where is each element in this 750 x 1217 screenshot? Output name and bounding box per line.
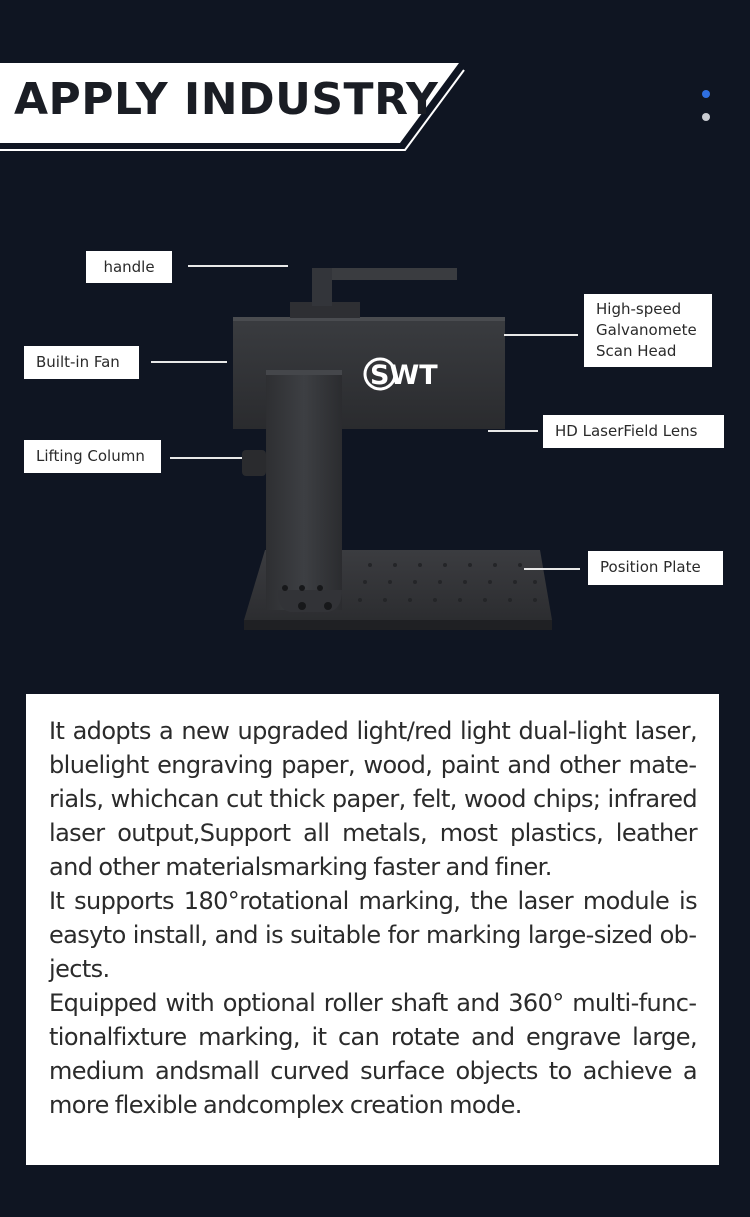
- callout-scan-head: [584, 294, 712, 367]
- callout-position-plate: Position Plate: [588, 551, 723, 585]
- svg-text:SWT: SWT: [370, 360, 438, 391]
- callout-hd-lens: HD LaserField Lens: [543, 415, 724, 448]
- description-panel: [26, 694, 719, 1165]
- callout-lifting-column: Lifting Column: [24, 440, 161, 473]
- swt-logo: [365, 359, 438, 391]
- callout-built-in-fan: Built-in Fan: [24, 346, 139, 379]
- leader-line-fan: [151, 361, 227, 363]
- scan-head-line-3: Scan Head: [596, 342, 677, 360]
- description-paragraph-3: Equipped with optional roller shaft and 360° multi-functionalfixture marking, it can rotate and engrave large, medium andsmall curved surface objects to achieve a more flexible andcomplex creation mode.: [49, 989, 697, 1119]
- pager-dot-active[interactable]: [702, 90, 710, 98]
- title-banner: [0, 0, 750, 170]
- leader-line-lens: [488, 430, 538, 432]
- description-paragraph-2: It supports 180°rotational marking, the laser module is easyto install, and is suitable for marking large-sized objects.: [49, 887, 697, 983]
- leader-line-handle: [188, 265, 288, 267]
- page-title: APPLY INDUSTRY: [14, 74, 439, 125]
- laser-marking-machine-image: [230, 260, 570, 650]
- callout-handle: handle: [86, 251, 172, 283]
- leader-line-scan-head: [504, 334, 578, 336]
- pager-dot[interactable]: [702, 113, 710, 121]
- scan-head-line-2: Galvanomete: [596, 321, 697, 339]
- scan-head-line-1: High-speed: [596, 300, 682, 318]
- leader-line-plate: [524, 568, 580, 570]
- leader-line-column: [170, 457, 242, 459]
- description-paragraph-1: It adopts a new upgraded light/red light dual-light laser, bluelight engraving paper, wood, paint and other materials, whichcan cut thick paper, felt, wood chips; infrared laser output,Support all metals, most plastics, leather and other materialsmarking faster and finer.: [49, 717, 697, 881]
